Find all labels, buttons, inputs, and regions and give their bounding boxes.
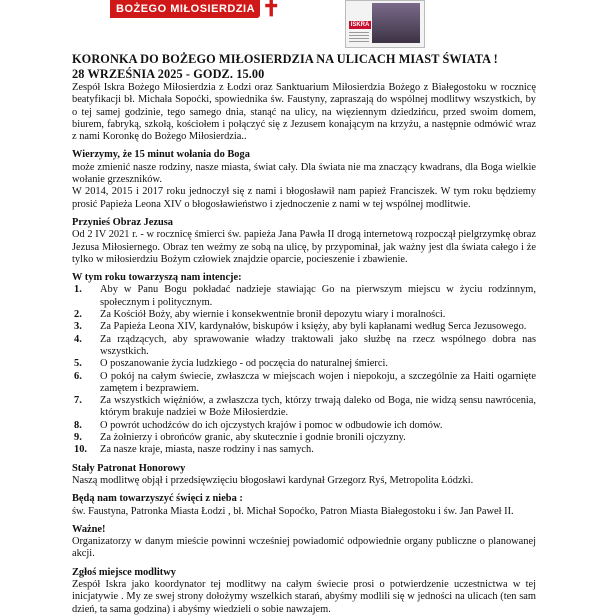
section-believe-p1: może zmienić nasze rodziny, nasze miasta, świat cały. Dla świata nie ma znaczący kwadrans, dla Boga wielkie wołanie grzeszników.: [72, 161, 536, 186]
section-heading-saints: Będą nam towarzyszyć święci z nieba :: [72, 493, 243, 505]
list-item: [72, 334, 536, 359]
section-heading-important: Ważne!: [72, 523, 106, 535]
poster-tag: ISKRA: [350, 22, 370, 28]
logo-mark-icon: ✝: [262, 0, 281, 21]
list-item-number: 3.: [74, 321, 82, 333]
list-item-text: O poszanowanie życia ludzkiego - od poczęcia do naturalnej śmierci.: [100, 358, 388, 370]
list-item-number: 1.: [74, 284, 82, 296]
register-text: Zespół Iskra jako koordynator tej modlitwy na całym świecie prosi o potwierdzenie uczestnictwa w tej inicjatywie . My ze swej strony dołożymy wszelkich starań, abyśmy modlili się w jedności na ulicach (ten sam dzień, ta sama godzina) i abyśmy wiedzieli o sobie nawzajem.: [72, 578, 536, 615]
intro-paragraph: Zespół Iskra Bożego Miłosierdzia z Łodzi oraz Sanktuarium Miłosierdzia Bożego z Białegostoku w rocznicę beatyfikacji bł. Michała Sopoćki, spowiednika św. Faustyny, zapraszają do wspólnej modlitwy wszystkich, by o tej samej godzinie, tego samego dnia, stanąć na ulicy, na więziennym dziedzińcu, przed swoim domem, biurem, fabryką, szkołą, kościołem i połączyć się z Jezusem konającym na krzyżu, a następnie odmówić wraz z nami Koronkę do Bożego Miłosierdzia..: [72, 82, 536, 143]
list-item-number: 6.: [74, 370, 82, 382]
poster-text-lines: [349, 32, 369, 44]
important-text: Organizatorzy w danym mieście powinni wcześniej powiadomić odpowiednie organy publiczne o planowanej akcji.: [72, 536, 536, 560]
section-heading-register: Zgłoś miejsce modlitwy: [72, 566, 176, 578]
list-item-text: Za rządzących, aby sprawowanie władzy traktowali jako służbę na rzecz wspólnego dobra nas wszystkich.: [100, 333, 536, 357]
list-item: [72, 432, 536, 444]
list-item-text: Za Papieża Leona XIV, kardynałów, biskupów i księży, aby byli kapłanami według Serca Jezusowego.: [100, 321, 527, 333]
section-heading-image: Przynieś Obraz Jezusa: [72, 216, 173, 228]
title-line-1: KORONKA DO BOŻEGO MIŁOSIERDZIA NA ULICACH MIAST ŚWIATA !: [72, 52, 498, 66]
list-item-text: Aby w Panu Bogu pokładać nadzieje stawiając Go na pierwszym miejscu w życiu rodzinnym, społecznym i politycznym.: [100, 284, 536, 308]
list-item-text: Za żołnierzy i obrońców granic, aby skutecznie i godnie bronili ojczyzny.: [100, 432, 406, 444]
list-item-number: 7.: [74, 395, 82, 407]
list-item: [72, 444, 536, 456]
list-item-number: 10.: [74, 444, 87, 456]
list-item-number: 4.: [74, 333, 82, 345]
list-item: [72, 309, 536, 321]
section-heading-intentions: W tym roku towarzyszą nam intencje:: [72, 272, 242, 284]
section-heading-believe: Wierzymy, że 15 minut wołania do Boga: [72, 149, 250, 161]
list-item: [72, 358, 536, 370]
page-title: [72, 52, 536, 82]
list-item-text: Za nasze kraje, miasta, nasze rodziny i nas samych.: [100, 444, 314, 456]
list-item-text: Za wszystkich więźniów, a zwłaszcza tych, którzy trwają daleko od Boga, nie widzą sensu nawrócenia, którym brakuje nadziei w Boże Miłosierdzie.: [100, 395, 536, 419]
saints-text: św. Faustyna, Patronka Miasta Łodzi , bł. Michał Sopoćko, Patron Miasta Białegostoku i św. Jan Paweł II.: [72, 505, 514, 517]
patron-text: Naszą modlitwę objął i przedsięwzięciu błogosławi kardynał Grzegorz Ryś, Metropolita Łódzki.: [72, 474, 474, 486]
list-item: [72, 321, 536, 333]
title-line-2: 28 WRZEŚNIA 2025 - GODZ. 15.00: [72, 67, 265, 81]
list-item-text: O pokój na całym świecie, zwłaszcza w miejscach wojen i niepokoju, a szczególnie za Haiti ogarnięte zamętem i bezprawiem.: [100, 370, 536, 394]
list-item-number: 9.: [74, 432, 82, 444]
list-item-number: 8.: [74, 419, 82, 431]
list-item: [72, 284, 536, 309]
section-heading-patron: Stały Patronat Honorowy: [72, 462, 186, 474]
list-item-number: 2.: [74, 309, 82, 321]
poster-image: [345, 0, 425, 48]
list-item-text: O powrót uchodźców do ich ojczystych krajów i pomoc w odbudowie ich domów.: [100, 419, 443, 431]
list-item: [72, 420, 536, 432]
poster-photo: [372, 3, 420, 43]
list-item-text: Za Kościół Boży, aby wiernie i konsekwentnie bronił depozytu wiary i moralności.: [100, 309, 446, 321]
section-believe-p2: W 2014, 2015 i 2017 roku jednoczył się z nami i błogosławił nam papież Franciszek. W tym roku będziemy prosić Papieża Leona XIV o błogosławieństwo i zjednoczenie z nami w tej wspólnej modlitwie.: [72, 186, 536, 210]
document-body: [72, 52, 536, 616]
section-image-p1: Od 2 IV 2021 r. - w rocznicę śmierci św. papieża Jana Pawła II drogą internetową rozpoczął pielgrzymkę obraz Jezusa Miłosiernego. Obraz ten weźmy ze sobą na ulicę, by przypominał, jak ważny jest dla świata całego i że tylko w miłosierdziu Bożym człowiek znajdzie oparcie, pocieszenie i zbawienie.: [72, 229, 536, 265]
list-item-number: 5.: [74, 358, 82, 370]
intentions-list: [72, 284, 536, 456]
list-item: [72, 371, 536, 396]
list-item: [72, 395, 536, 420]
logo-text: BOŻEGO MIŁOSIERDZIA: [110, 0, 260, 18]
header-banner: [0, 0, 600, 50]
